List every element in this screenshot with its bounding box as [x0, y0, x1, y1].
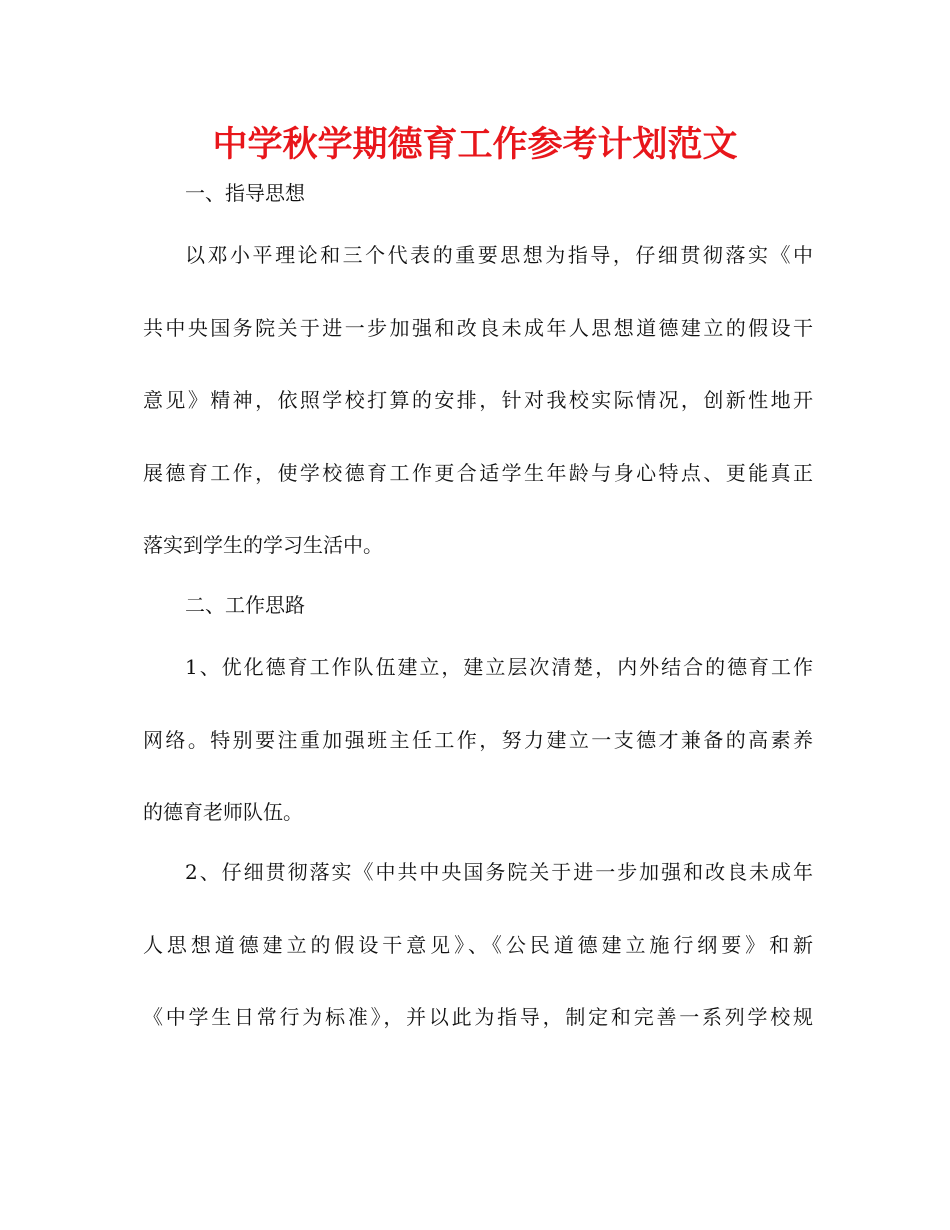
paragraph-line: 意见》精神，依照学校打算的安排，针对我校实际情况，创新性地开: [143, 388, 813, 412]
section-heading-work-approach: 二、工作思路: [185, 593, 305, 617]
document-title: 中学秋学期德育工作参考计划范文: [212, 125, 738, 165]
paragraph-line: 2、仔细贯彻落实《中共中央国务院关于进一步加强和改良未成年: [185, 860, 813, 884]
section-heading-guiding-thought: 一、指导思想: [185, 181, 305, 205]
paragraph-line: 《中学生日常行为标准》，并以此为指导，制定和完善一系列学校规: [143, 1005, 813, 1029]
paragraph-line: 人思想道德建立的假设干意见》、《公民道德建立施行纲要》和新: [143, 933, 813, 957]
paragraph-line: 的德育老师队伍。: [143, 800, 303, 824]
paragraph-line: 1、优化德育工作队伍建立，建立层次清楚，内外结合的德育工作: [185, 655, 813, 679]
paragraph-line: 以邓小平理论和三个代表的重要思想为指导，仔细贯彻落实《中: [185, 243, 813, 267]
paragraph-line: 落实到学生的学习生活中。: [143, 533, 383, 557]
paragraph-line: 展德育工作，使学校德育工作更合适学生年龄与身心特点、更能真正: [143, 461, 813, 485]
paragraph-line: 共中央国务院关于进一步加强和改良未成年人思想道德建立的假设干: [143, 316, 813, 340]
paragraph-line: 网络。特别要注重加强班主任工作，努力建立一支德才兼备的高素养: [143, 728, 813, 752]
